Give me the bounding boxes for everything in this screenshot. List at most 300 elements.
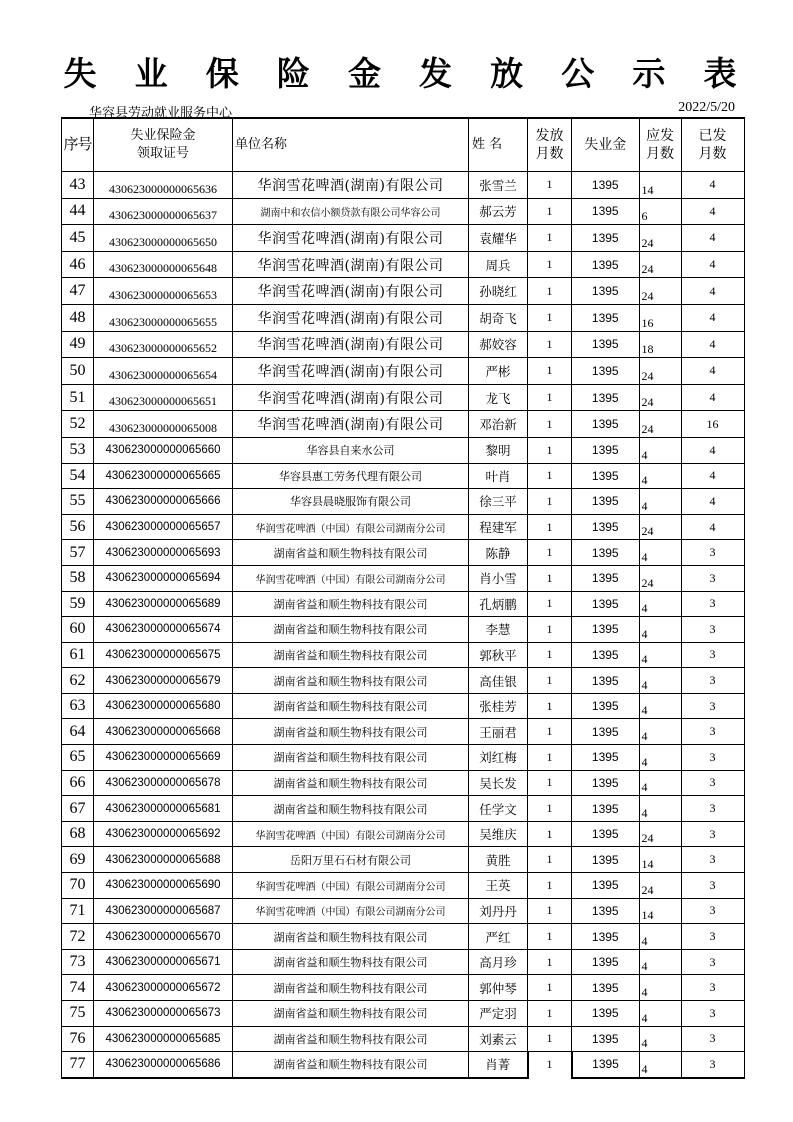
cell-amount: 1395 (572, 924, 640, 950)
cell-months: 1 (528, 540, 572, 566)
cell-seq: 43 (62, 172, 94, 199)
cell-amount: 1395 (572, 898, 640, 924)
cell-due-months: 4 (639, 617, 681, 643)
cell-unit: 华润雪花啤酒（中国）有限公司湖南分公司 (233, 514, 469, 540)
cell-amount: 1395 (572, 489, 640, 515)
cell-paid-months: 4 (681, 489, 744, 515)
cell-unit: 华润雪花啤酒(湖南)有限公司 (233, 358, 469, 385)
table-row (62, 331, 745, 358)
cell-cert-id: 430623000000065694 (94, 565, 233, 591)
cell-amount: 1395 (572, 437, 640, 463)
cell-amount: 1395 (572, 565, 640, 591)
cell-due-months: 4 (639, 745, 681, 771)
title-char: 发 (419, 54, 453, 93)
header-unit: 单位名称 (233, 118, 469, 172)
cell-amount: 1395 (572, 514, 640, 540)
cell-amount: 1395 (572, 796, 640, 822)
cell-months: 1 (528, 873, 572, 899)
cell-amount: 1395 (572, 770, 640, 796)
cell-unit: 华润雪花啤酒（中国）有限公司湖南分公司 (233, 821, 469, 847)
cell-months: 1 (528, 745, 572, 771)
cell-seq: 52 (62, 411, 94, 438)
cell-cert-id: 430623000000065651 (94, 384, 233, 411)
cell-name: 王丽君 (469, 719, 528, 745)
cell-months: 1 (528, 821, 572, 847)
cell-paid-months: 3 (681, 975, 744, 1001)
cell-due-months: 14 (639, 898, 681, 924)
cell-amount: 1395 (572, 1001, 640, 1027)
cell-cert-id: 430623000000065678 (94, 770, 233, 796)
cell-name: 王英 (469, 873, 528, 899)
table-row (62, 821, 745, 847)
table-row (62, 1026, 745, 1052)
cell-amount: 1395 (572, 304, 640, 331)
cell-amount: 1395 (572, 873, 640, 899)
cell-due-months: 6 (639, 198, 681, 225)
cell-seq: 64 (62, 719, 94, 745)
header-due-line1: 应发 (646, 128, 674, 144)
title-char: 业 (134, 54, 168, 93)
cell-paid-months: 3 (681, 745, 744, 771)
cell-amount: 1395 (572, 1052, 640, 1078)
cell-seq: 74 (62, 975, 94, 1001)
cell-name: 叶肖 (469, 463, 528, 489)
cell-paid-months: 3 (681, 1052, 744, 1078)
cell-paid-months: 4 (681, 251, 744, 278)
cell-cert-id: 430623000000065679 (94, 668, 233, 694)
table-row (62, 796, 745, 822)
cell-seq: 67 (62, 796, 94, 822)
cell-seq: 46 (62, 251, 94, 278)
title-char: 公 (561, 54, 595, 93)
cell-amount: 1395 (572, 847, 640, 873)
cell-amount: 1395 (572, 591, 640, 617)
table-row (62, 251, 745, 278)
cell-unit: 湖南省益和顺生物科技有限公司 (233, 1026, 469, 1052)
cell-due-months: 4 (639, 668, 681, 694)
cell-cert-id: 430623000000065689 (94, 591, 233, 617)
cell-seq: 63 (62, 693, 94, 719)
cell-unit: 湖南省益和顺生物科技有限公司 (233, 949, 469, 975)
cell-due-months: 24 (639, 251, 681, 278)
table-row (62, 642, 745, 668)
table-row (62, 668, 745, 694)
cell-amount: 1395 (572, 1026, 640, 1052)
cell-amount: 1395 (572, 975, 640, 1001)
cell-paid-months: 4 (681, 304, 744, 331)
cell-amount: 1395 (572, 331, 640, 358)
table-row (62, 304, 745, 331)
page-title (60, 48, 740, 95)
cell-months: 1 (528, 225, 572, 252)
cell-cert-id: 430623000000065655 (94, 304, 233, 331)
cell-months: 1 (528, 898, 572, 924)
cell-name: 孙晓红 (469, 278, 528, 305)
cell-due-months: 18 (639, 331, 681, 358)
cell-paid-months: 3 (681, 898, 744, 924)
cell-due-months: 24 (639, 384, 681, 411)
cell-due-months: 4 (639, 1052, 681, 1078)
cell-paid-months: 16 (681, 411, 744, 438)
cell-due-months: 4 (639, 1026, 681, 1052)
cell-unit: 湖南省益和顺生物科技有限公司 (233, 617, 469, 643)
cell-paid-months: 3 (681, 565, 744, 591)
cell-seq: 73 (62, 949, 94, 975)
table-row (62, 437, 745, 463)
header-months-line2: 月数 (535, 146, 564, 162)
publish-date: 2022/5/20 (678, 100, 735, 115)
cell-cert-id: 430623000000065657 (94, 514, 233, 540)
cell-months: 1 (528, 949, 572, 975)
cell-cert-id: 430623000000065008 (94, 411, 233, 438)
cell-months: 1 (528, 591, 572, 617)
cell-paid-months: 3 (681, 796, 744, 822)
cell-paid-months: 4 (681, 463, 744, 489)
cell-months: 1 (528, 847, 572, 873)
header-due-line2: 月数 (646, 146, 674, 162)
cell-due-months: 14 (639, 847, 681, 873)
table-header-row (62, 118, 745, 172)
cell-cert-id: 430623000000065685 (94, 1026, 233, 1052)
cell-paid-months: 3 (681, 540, 744, 566)
cell-paid-months: 4 (681, 514, 744, 540)
cell-unit: 华润雪花啤酒(湖南)有限公司 (233, 384, 469, 411)
cell-name: 严定羽 (469, 1001, 528, 1027)
cell-unit: 华润雪花啤酒（中国）有限公司湖南分公司 (233, 873, 469, 899)
cell-cert-id: 430623000000065670 (94, 924, 233, 950)
cell-unit: 湖南省益和顺生物科技有限公司 (233, 1052, 469, 1078)
cell-due-months: 4 (639, 924, 681, 950)
cell-seq: 56 (62, 514, 94, 540)
title-char: 表 (703, 54, 737, 93)
cell-due-months: 4 (639, 719, 681, 745)
header-paid-line2: 月数 (698, 146, 727, 162)
table-row (62, 358, 745, 385)
cell-name: 吴长发 (469, 770, 528, 796)
cell-paid-months: 3 (681, 642, 744, 668)
cell-months: 1 (528, 172, 572, 199)
cell-seq: 65 (62, 745, 94, 771)
cell-paid-months: 3 (681, 1001, 744, 1027)
cell-unit: 岳阳万里石石材有限公司 (233, 847, 469, 873)
cell-name: 刘素云 (469, 1026, 528, 1052)
cell-unit: 华容县自来水公司 (233, 437, 469, 463)
cell-months: 1 (528, 719, 572, 745)
cell-months: 1 (528, 642, 572, 668)
cell-amount: 1395 (572, 358, 640, 385)
cell-months: 1 (528, 489, 572, 515)
cell-due-months: 4 (639, 642, 681, 668)
table-row (62, 719, 745, 745)
cell-months: 1 (528, 796, 572, 822)
cell-cert-id: 430623000000065680 (94, 693, 233, 719)
cell-seq: 77 (62, 1052, 94, 1078)
cell-name: 高月珍 (469, 949, 528, 975)
cell-months: 1 (528, 331, 572, 358)
title-char: 险 (276, 54, 310, 93)
cell-cert-id: 430623000000065690 (94, 873, 233, 899)
cell-months: 1 (528, 617, 572, 643)
cell-unit: 华润雪花啤酒(湖南)有限公司 (233, 304, 469, 331)
cell-name: 刘红梅 (469, 745, 528, 771)
cell-paid-months: 4 (681, 198, 744, 225)
title-char: 放 (490, 54, 524, 93)
cell-cert-id: 430623000000065669 (94, 745, 233, 771)
table-row (62, 975, 745, 1001)
cell-due-months: 4 (639, 437, 681, 463)
cell-paid-months: 4 (681, 358, 744, 385)
cell-cert-id: 430623000000065681 (94, 796, 233, 822)
cell-cert-id: 430623000000065671 (94, 949, 233, 975)
cell-paid-months: 3 (681, 949, 744, 975)
cell-paid-months: 3 (681, 873, 744, 899)
cell-seq: 51 (62, 384, 94, 411)
cell-cert-id: 430623000000065692 (94, 821, 233, 847)
cell-cert-id: 430623000000065687 (94, 898, 233, 924)
cell-seq: 55 (62, 489, 94, 515)
cell-cert-id: 430623000000065653 (94, 278, 233, 305)
cell-due-months: 4 (639, 770, 681, 796)
cell-due-months: 4 (639, 693, 681, 719)
table-row (62, 924, 745, 950)
cell-cert-id: 430623000000065674 (94, 617, 233, 643)
cell-due-months: 24 (639, 358, 681, 385)
cell-unit: 华容县惠工劳务代理有限公司 (233, 463, 469, 489)
header-cert-id (94, 118, 233, 172)
cell-seq: 68 (62, 821, 94, 847)
cell-name: 胡奇飞 (469, 304, 528, 331)
cell-amount: 1395 (572, 384, 640, 411)
cell-amount: 1395 (572, 668, 640, 694)
cell-paid-months: 4 (681, 225, 744, 252)
cell-unit: 湖南省益和顺生物科技有限公司 (233, 975, 469, 1001)
cell-paid-months: 4 (681, 278, 744, 305)
header-name: 姓 名 (469, 118, 528, 172)
cell-due-months: 16 (639, 304, 681, 331)
cell-due-months: 24 (639, 225, 681, 252)
cell-months: 1 (528, 693, 572, 719)
table-row (62, 949, 745, 975)
cell-name: 黄胜 (469, 847, 528, 873)
header-amount: 失业金 (572, 118, 640, 172)
cell-amount: 1395 (572, 617, 640, 643)
cell-name: 黎明 (469, 437, 528, 463)
cell-amount: 1395 (572, 821, 640, 847)
table-row (62, 225, 745, 252)
cell-paid-months: 3 (681, 770, 744, 796)
cell-name: 严红 (469, 924, 528, 950)
cell-months: 1 (528, 770, 572, 796)
table-row (62, 847, 745, 873)
cell-paid-months: 3 (681, 693, 744, 719)
cell-due-months: 4 (639, 1001, 681, 1027)
cell-name: 刘丹丹 (469, 898, 528, 924)
cell-cert-id: 430623000000065665 (94, 463, 233, 489)
cell-name: 袁耀华 (469, 225, 528, 252)
header-paid-months (681, 118, 744, 172)
cell-paid-months: 3 (681, 617, 744, 643)
cell-paid-months: 3 (681, 1026, 744, 1052)
cell-cert-id: 430623000000065675 (94, 642, 233, 668)
cell-unit: 湖南省益和顺生物科技有限公司 (233, 796, 469, 822)
cell-name: 周兵 (469, 251, 528, 278)
cell-name: 吴维庆 (469, 821, 528, 847)
cell-amount: 1395 (572, 540, 640, 566)
cell-paid-months: 4 (681, 172, 744, 199)
cell-due-months: 4 (639, 949, 681, 975)
cell-unit: 华润雪花啤酒(湖南)有限公司 (233, 411, 469, 438)
cell-months: 1 (528, 1001, 572, 1027)
cell-name: 张桂芳 (469, 693, 528, 719)
cell-seq: 72 (62, 924, 94, 950)
cell-unit: 湖南省益和顺生物科技有限公司 (233, 642, 469, 668)
cell-paid-months: 3 (681, 847, 744, 873)
cell-unit: 华润雪花啤酒(湖南)有限公司 (233, 172, 469, 199)
cell-seq: 75 (62, 1001, 94, 1027)
cell-seq: 49 (62, 331, 94, 358)
table-row (62, 411, 745, 438)
cell-unit: 华润雪花啤酒(湖南)有限公司 (233, 278, 469, 305)
cell-months: 1 (528, 1026, 572, 1052)
cell-name: 任学文 (469, 796, 528, 822)
cell-months: 1 (528, 251, 572, 278)
cell-name: 陈静 (469, 540, 528, 566)
cell-amount: 1395 (572, 949, 640, 975)
table-row (62, 514, 745, 540)
table-row (62, 617, 745, 643)
cell-amount: 1395 (572, 719, 640, 745)
header-cert-id-line1: 失业保险金 (130, 128, 196, 143)
cell-unit: 湖南省益和顺生物科技有限公司 (233, 1001, 469, 1027)
payment-table (61, 117, 745, 1079)
cell-cert-id: 430623000000065688 (94, 847, 233, 873)
cell-paid-months: 3 (681, 668, 744, 694)
cell-name: 程建军 (469, 514, 528, 540)
table-row (62, 770, 745, 796)
cell-months: 1 (528, 278, 572, 305)
cell-name: 郝云芳 (469, 198, 528, 225)
cell-amount: 1395 (572, 463, 640, 489)
cell-unit: 华润雪花啤酒（中国）有限公司湖南分公司 (233, 898, 469, 924)
organization-name: 华容县劳动就业服务中心 (89, 106, 233, 121)
table-row (62, 745, 745, 771)
cell-unit: 湖南省益和顺生物科技有限公司 (233, 770, 469, 796)
cell-seq: 54 (62, 463, 94, 489)
cell-months: 1 (528, 437, 572, 463)
cell-unit: 华润雪花啤酒(湖南)有限公司 (233, 331, 469, 358)
table-row (62, 172, 745, 199)
cell-due-months: 4 (639, 540, 681, 566)
cell-seq: 57 (62, 540, 94, 566)
cell-cert-id: 430623000000065672 (94, 975, 233, 1001)
cell-seq: 58 (62, 565, 94, 591)
cell-name: 高佳银 (469, 668, 528, 694)
cell-due-months: 4 (639, 463, 681, 489)
cell-paid-months: 3 (681, 924, 744, 950)
header-seq: 序号 (62, 118, 94, 172)
cell-seq: 48 (62, 304, 94, 331)
cell-name: 郝姣容 (469, 331, 528, 358)
title-char: 示 (632, 54, 666, 93)
table-row (62, 198, 745, 225)
cell-months: 1 (528, 924, 572, 950)
table-row (62, 384, 745, 411)
title-char: 失 (63, 54, 97, 93)
cell-cert-id: 430623000000065668 (94, 719, 233, 745)
cell-paid-months: 3 (681, 591, 744, 617)
cell-unit: 湖南省益和顺生物科技有限公司 (233, 591, 469, 617)
cell-name: 孔炳鹏 (469, 591, 528, 617)
cell-name: 郭仲琴 (469, 975, 528, 1001)
cell-paid-months: 3 (681, 719, 744, 745)
title-char: 金 (347, 54, 381, 93)
cell-amount: 1395 (572, 693, 640, 719)
table-row (62, 463, 745, 489)
cell-unit: 华容县晨晓服饰有限公司 (233, 489, 469, 515)
cell-months: 1 (528, 1052, 572, 1078)
table-row (62, 489, 745, 515)
cell-seq: 61 (62, 642, 94, 668)
cell-name: 严彬 (469, 358, 528, 385)
cell-name: 张雪兰 (469, 172, 528, 199)
cell-name: 肖菁 (469, 1052, 528, 1078)
cell-amount: 1395 (572, 642, 640, 668)
cell-months: 1 (528, 198, 572, 225)
cell-cert-id: 430623000000065636 (94, 172, 233, 199)
cell-paid-months: 4 (681, 331, 744, 358)
cell-name: 徐三平 (469, 489, 528, 515)
table-row (62, 591, 745, 617)
cell-name: 郭秋平 (469, 642, 528, 668)
cell-months: 1 (528, 975, 572, 1001)
cell-seq: 53 (62, 437, 94, 463)
table-row (62, 693, 745, 719)
header-months-line1: 发放 (535, 128, 564, 144)
cell-seq: 60 (62, 617, 94, 643)
cell-cert-id: 430623000000065648 (94, 251, 233, 278)
cell-name: 邓治新 (469, 411, 528, 438)
cell-due-months: 24 (639, 514, 681, 540)
cell-amount: 1395 (572, 198, 640, 225)
cell-seq: 62 (62, 668, 94, 694)
cell-seq: 47 (62, 278, 94, 305)
title-char: 保 (205, 54, 239, 93)
cell-months: 1 (528, 463, 572, 489)
cell-due-months: 4 (639, 796, 681, 822)
cell-months: 1 (528, 358, 572, 385)
cell-unit: 湖南省益和顺生物科技有限公司 (233, 668, 469, 694)
cell-unit: 湖南省益和顺生物科技有限公司 (233, 540, 469, 566)
cell-cert-id: 430623000000065686 (94, 1052, 233, 1078)
cell-seq: 70 (62, 873, 94, 899)
cell-seq: 69 (62, 847, 94, 873)
cell-unit: 华润雪花啤酒(湖南)有限公司 (233, 225, 469, 252)
cell-seq: 66 (62, 770, 94, 796)
cell-amount: 1395 (572, 411, 640, 438)
cell-seq: 76 (62, 1026, 94, 1052)
cell-paid-months: 3 (681, 821, 744, 847)
cell-amount: 1395 (572, 251, 640, 278)
cell-due-months: 24 (639, 278, 681, 305)
cell-amount: 1395 (572, 745, 640, 771)
table-row (62, 1001, 745, 1027)
cell-cert-id: 430623000000065654 (94, 358, 233, 385)
cell-due-months: 14 (639, 172, 681, 199)
cell-cert-id: 430623000000065652 (94, 331, 233, 358)
table-row (62, 873, 745, 899)
header-due-months (639, 118, 681, 172)
cell-unit: 湖南省益和顺生物科技有限公司 (233, 719, 469, 745)
